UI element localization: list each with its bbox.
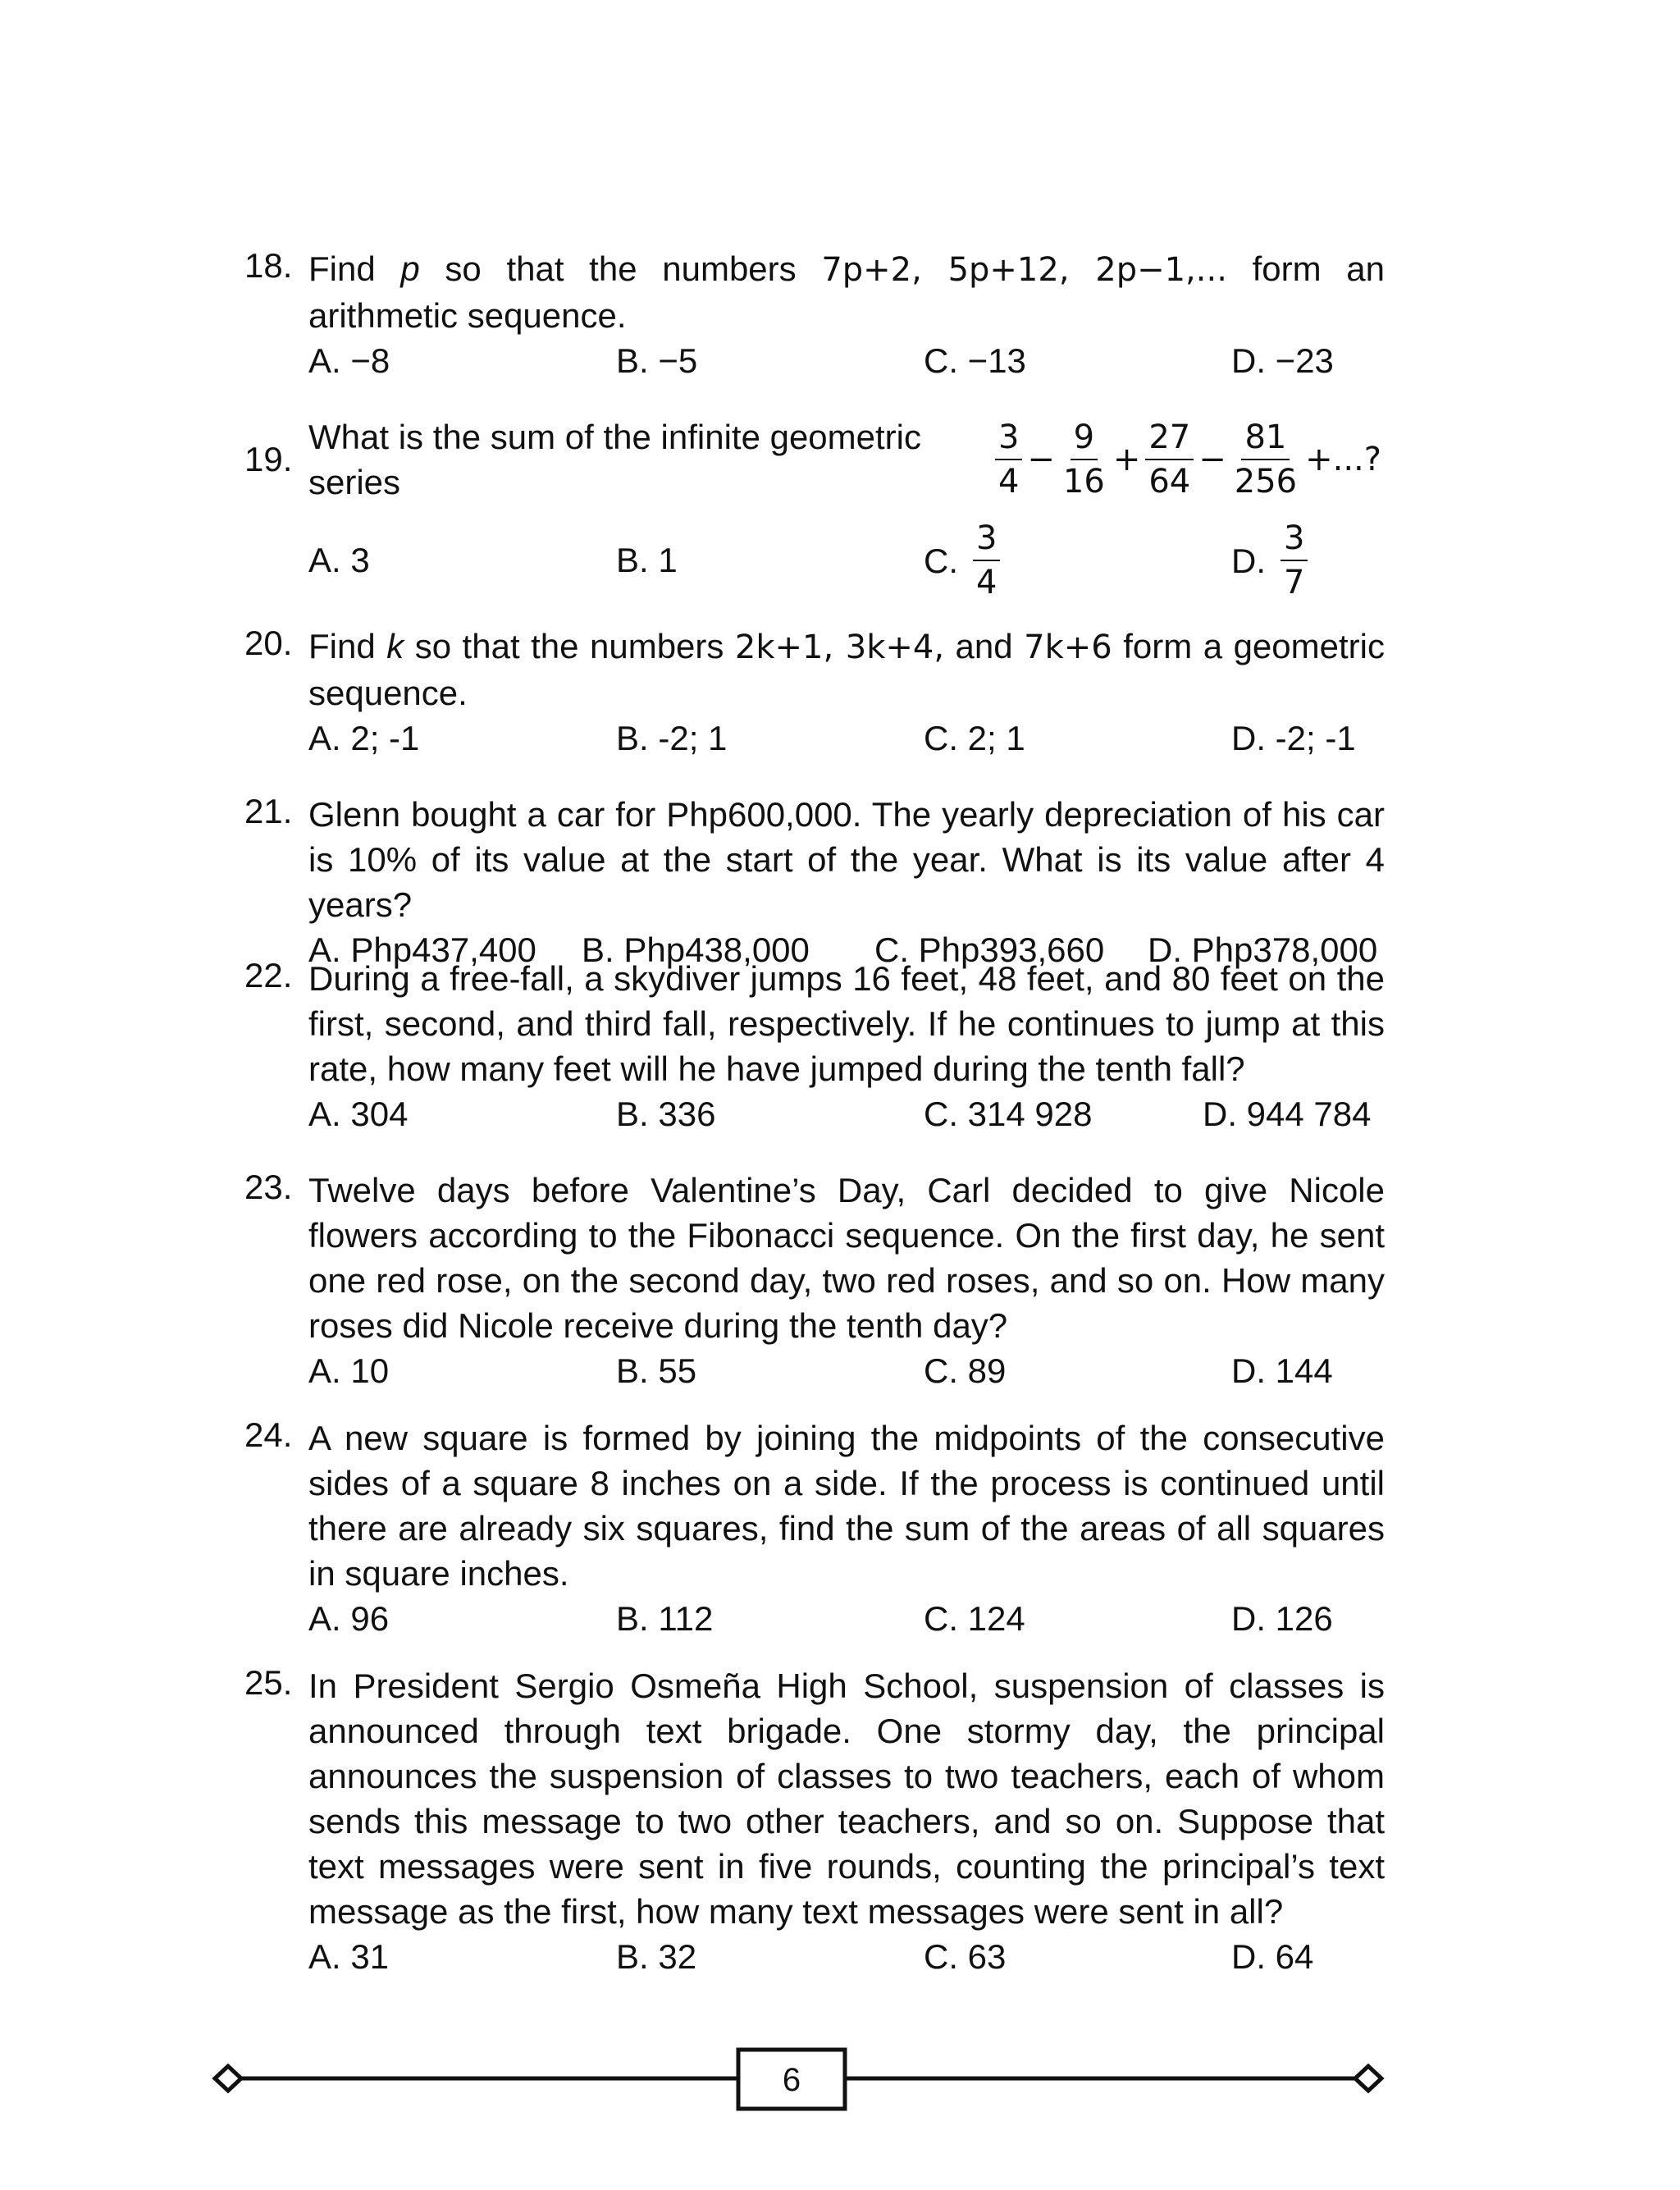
- option-c[interactable]: C. 314 928: [924, 1095, 1093, 1133]
- variable-k: k: [386, 627, 404, 665]
- option-a[interactable]: A. 10: [308, 1351, 390, 1390]
- option-c[interactable]: C. 63: [924, 1937, 1007, 1976]
- option-a[interactable]: A. Php437,400: [308, 930, 536, 969]
- question-text: Glenn bought a car for Php600,000. The yearly depreciation of his car is 10% of its value at the start of the year. What is its value after 4 years?: [308, 795, 1385, 924]
- series-term: $\frac{81}{256}$: [1234, 418, 1298, 501]
- answer-options: [308, 519, 1385, 601]
- geometric-series: $\frac{3}{4}$ − $\frac{9}{16}$ + $\frac{27}{64}$ − $\frac{81}{256}$ +...?: [993, 421, 1385, 498]
- option-d[interactable]: D. Php378,000: [1148, 930, 1378, 969]
- fraction: $\frac{3}{4}$: [973, 522, 1000, 599]
- option-d[interactable]: D. −23: [1231, 341, 1334, 380]
- question-25: [244, 1663, 1385, 1979]
- question-number: 20.: [244, 624, 293, 662]
- question-number: 19.: [244, 440, 293, 478]
- option-c[interactable]: C. $\frac{3}{4}$: [924, 519, 1002, 601]
- question-number: 25.: [244, 1663, 293, 1702]
- sequence-expression: 7p+2, 5p+12, 2p−1,...: [821, 251, 1227, 289]
- sequence-expression: 2k+1, 3k+4,: [734, 629, 945, 666]
- question-text: What is the sum of the infinite geometric series $\frac{3}{4}$ − $\frac{9}{16}$ + $\frac{27}{64}$ − $\frac{81}{256}$ +...?: [308, 414, 1385, 505]
- footer-rule: [0, 2035, 1680, 2117]
- answer-options: [308, 716, 1385, 761]
- answer-options: [308, 1091, 1385, 1136]
- option-d[interactable]: D. $\frac{3}{7}$: [1231, 519, 1309, 601]
- series-term: $\frac{9}{16}$: [1062, 418, 1105, 501]
- question-text: A new square is formed by joining the midpoints of the consecutive sides of a square 8 inches on a side. If the process is continued until there are already six squares, find the sum of the areas of all squares in square inches.: [308, 1419, 1385, 1593]
- page-footer: [0, 2035, 1680, 2117]
- option-c[interactable]: C. −13: [924, 341, 1026, 380]
- question-20: [244, 624, 1385, 761]
- answer-options: [308, 1596, 1385, 1641]
- question-19: [244, 414, 1385, 601]
- option-c[interactable]: C. 89: [924, 1351, 1007, 1390]
- question-text: Find k so that the numbers 2k+1, 3k+4, and 7k+6 form a geometric sequence.: [308, 627, 1385, 712]
- option-b[interactable]: B. 1: [616, 541, 678, 579]
- question-number: 22.: [244, 956, 293, 994]
- option-d[interactable]: D. -2; -1: [1231, 719, 1356, 757]
- option-b[interactable]: B. 112: [616, 1599, 714, 1638]
- question-18: [244, 246, 1385, 383]
- option-a[interactable]: A. 31: [308, 1937, 390, 1976]
- option-a[interactable]: A. 304: [308, 1095, 409, 1133]
- option-a[interactable]: A. 2; -1: [308, 719, 420, 757]
- option-c[interactable]: C. 2; 1: [924, 719, 1025, 757]
- option-d[interactable]: D. 126: [1231, 1599, 1333, 1638]
- option-a[interactable]: A. 3: [308, 541, 370, 579]
- diamond-right-icon: [1355, 2066, 1381, 2091]
- option-c[interactable]: C. Php393,660: [874, 930, 1105, 969]
- page-number: 6: [782, 2062, 801, 2098]
- option-b[interactable]: B. −5: [616, 341, 698, 380]
- option-a[interactable]: A. 96: [308, 1599, 390, 1638]
- question-22: [244, 956, 1385, 1136]
- option-c[interactable]: C. 124: [924, 1599, 1025, 1638]
- answer-options: [308, 1934, 1385, 1979]
- question-number: 24.: [244, 1415, 293, 1454]
- option-b[interactable]: B. Php438,000: [582, 930, 810, 969]
- question-23: [244, 1168, 1385, 1393]
- option-d[interactable]: D. 64: [1231, 1937, 1314, 1976]
- question-text: Find p so that the numbers 7p+2, 5p+12, 2p−1,... form an arithmetic sequence.: [308, 249, 1385, 335]
- question-number: 21.: [244, 792, 293, 830]
- option-b[interactable]: B. 32: [616, 1937, 697, 1976]
- option-d[interactable]: D. 944 784: [1203, 1095, 1372, 1133]
- question-24: [244, 1415, 1385, 1641]
- question-number: 23.: [244, 1168, 293, 1206]
- question-text: Twelve days before Valentine’s Day, Carl decided to give Nicole flowers according to the Fibonacci sequence. On the first day, he sent one red rose, on the second day, two red roses, and so on. How many roses did Nicole receive during the tenth day?: [308, 1171, 1385, 1345]
- option-b[interactable]: B. 55: [616, 1351, 697, 1390]
- variable-p: p: [400, 249, 420, 288]
- question-21: [244, 792, 1385, 972]
- question-text: In President Sergio Osmeña High School, suspension of classes is announced through text brigade. One stormy day, the principal announces the suspension of classes to two teachers, each of whom sends this message to two other teachers, and so on. Suppose that text messages were sent in five rounds, counting the principal’s text message as the first, how many text messages were sent in all?: [308, 1667, 1385, 1931]
- series-term: $\frac{27}{64}$: [1145, 421, 1194, 498]
- diamond-left-icon: [215, 2066, 241, 2091]
- question-number: 18.: [244, 246, 293, 285]
- question-text: During a free-fall, a skydiver jumps 16 feet, 48 feet, and 80 feet on the first, second, and third fall, respectively. If he continues to jump at this rate, how many feet will he have jumped during the tenth fall?: [308, 959, 1385, 1088]
- option-b[interactable]: B. -2; 1: [616, 719, 728, 757]
- answer-options: [308, 1348, 1385, 1393]
- answer-options: [308, 338, 1385, 383]
- option-d[interactable]: D. 144: [1231, 1351, 1333, 1390]
- option-a[interactable]: A. −8: [308, 341, 390, 380]
- option-b[interactable]: B. 336: [616, 1095, 716, 1133]
- series-term: $\frac{3}{4}$: [995, 421, 1022, 498]
- sequence-expression: 7k+6: [1024, 629, 1112, 666]
- fraction: $\frac{3}{7}$: [1281, 522, 1308, 599]
